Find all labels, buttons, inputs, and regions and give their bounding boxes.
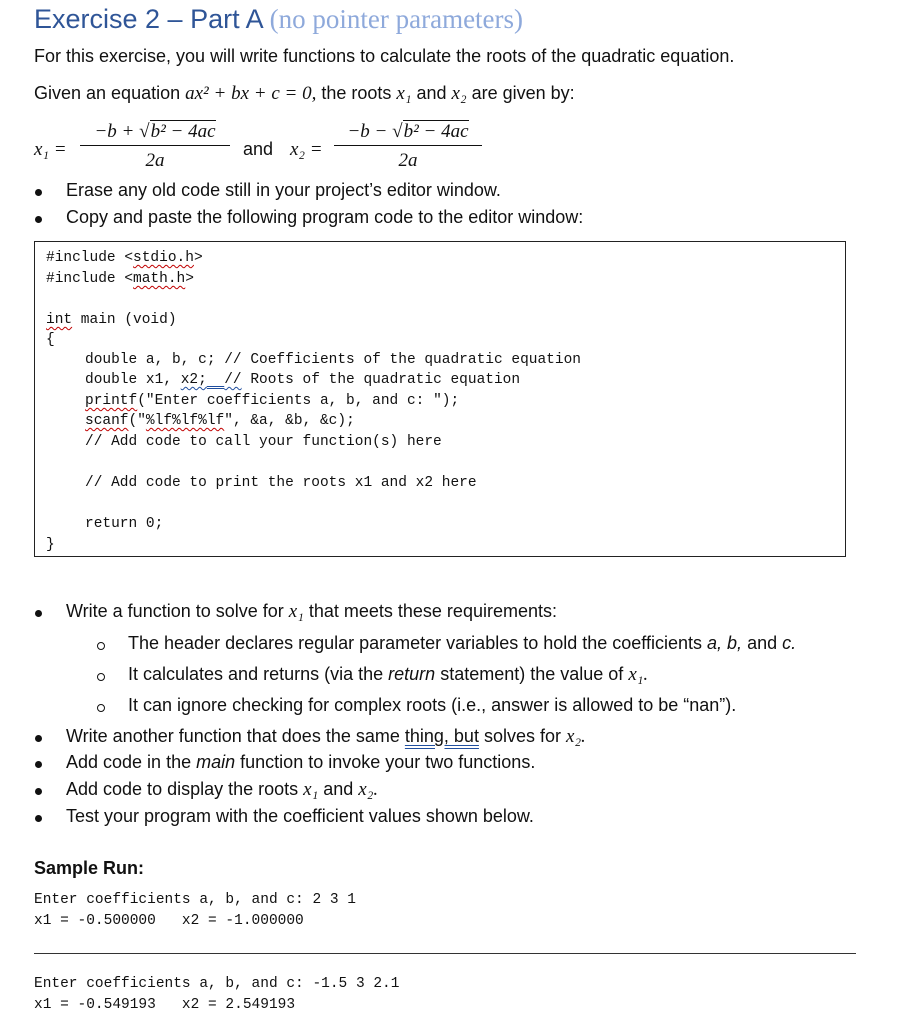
sub-bullet-icon xyxy=(97,642,105,650)
given-middle: the roots xyxy=(321,83,392,103)
bullet-icon xyxy=(35,216,42,223)
x1-numerator-a: −b + √ xyxy=(94,121,150,142)
intro-paragraph: For this exercise, you will write functions to calculate the roots of the quadratic equation. xyxy=(34,46,735,66)
spell-underline: scanf xyxy=(85,413,129,429)
req-another-function: Write another function that does the same thing, but solves for x₂. xyxy=(66,726,586,747)
x2-numerator xyxy=(334,121,482,146)
code-main-signature: int main (void) xyxy=(46,312,177,328)
x2-numerator-radicand: b² − 4ac xyxy=(403,121,469,142)
req-intro: Write a function to solve for x₁ that meets these requirements: xyxy=(66,601,557,622)
given-x2: x₂ xyxy=(451,83,467,104)
page-title xyxy=(34,4,523,35)
spell-underline: %lf%lf%lf xyxy=(145,413,225,429)
bullet-icon xyxy=(35,788,42,795)
code-line-printf: printf("Enter coefficients a, b, and c: "); xyxy=(85,393,460,409)
given-and: and xyxy=(416,83,447,103)
x1-denominator: 2a xyxy=(145,150,165,171)
req-display-roots: Add code to display the roots x₁ and x₂. xyxy=(66,779,379,800)
title-parenthetical: (no pointer parameters) xyxy=(269,4,524,34)
given-prefix: Given an equation xyxy=(34,83,181,103)
code-open-brace: { xyxy=(46,332,55,348)
given-suffix: are given by: xyxy=(471,83,575,103)
x1-numerator xyxy=(80,121,230,146)
code-line-scanf: scanf("%lf%lf%lf", &a, &b, &c); xyxy=(85,413,355,429)
sample-run1-input: Enter coefficients a, b, and c: 2 3 1 xyxy=(34,892,356,908)
grammar-underline: thing, but xyxy=(404,726,479,746)
x1-numerator-radicand: b² − 4ac xyxy=(150,121,216,142)
divider xyxy=(34,953,856,954)
spell-underline: stdio.h xyxy=(133,250,194,266)
x2-fraction xyxy=(334,121,482,172)
code-close-brace: } xyxy=(46,537,55,553)
code-include-stdio: #include <stdio.h> xyxy=(46,250,203,266)
req-sub-header: The header declares regular parameter variables to hold the coefficients a, b, and c. xyxy=(128,633,797,653)
bullet-icon xyxy=(35,189,42,196)
sample-run2-input: Enter coefficients a, b, and c: -1.5 3 2.1 xyxy=(34,976,400,992)
sample-run1-output: x1 = -0.500000 x2 = -1.000000 xyxy=(34,913,304,929)
code-return: return 0; xyxy=(85,516,164,532)
x2-label: x₂ = xyxy=(290,139,323,160)
sample-heading: Sample Run: xyxy=(34,858,145,878)
spell-underline: printf xyxy=(85,393,138,409)
given-x1: x₁ xyxy=(396,83,412,104)
grammar-underline: // xyxy=(224,372,242,388)
sample-run2-output: x1 = -0.549193 x2 = 2.549193 xyxy=(34,997,296,1013)
code-include-math: #include <math.h> xyxy=(46,271,194,287)
req-sub-complex: It can ignore checking for complex roots (i.e., answer is allowed to be “nan”). xyxy=(128,695,737,715)
code-line-declare-roots: double x1, x2; // Roots of the quadratic equation xyxy=(85,372,521,388)
bullet-copy: Copy and paste the following program code to the editor window: xyxy=(66,207,584,227)
x2-numerator-a: −b − √ xyxy=(347,121,403,142)
bullet-icon xyxy=(35,610,42,617)
bullet-icon xyxy=(35,735,42,742)
code-line-declare-coeffs: double a, b, c; // Coefficients of the quadratic equation xyxy=(85,352,581,368)
given-equation: ax² + bx + c = 0, xyxy=(185,83,317,104)
bullet-erase: Erase any old code still in your project’s editor window. xyxy=(66,180,501,200)
grammar-underline xyxy=(207,372,224,388)
x1-label: x₁ = xyxy=(34,139,67,160)
code-comment-print: // Add code to print the roots x1 and x2 here xyxy=(85,475,477,491)
title-main: Exercise 2 – Part A xyxy=(34,4,263,34)
code-comment-call: // Add code to call your function(s) here xyxy=(85,434,442,450)
x1-fraction xyxy=(80,121,230,172)
req-main-invoke: Add code in the main function to invoke your two functions. xyxy=(66,752,536,772)
bullet-icon xyxy=(35,761,42,768)
grammar-underline: x2; xyxy=(180,372,207,388)
formula-connector: and xyxy=(243,139,274,159)
req-sub-returns: It calculates and returns (via the return statement) the value of x₁. xyxy=(128,664,649,685)
spell-underline: int xyxy=(46,312,73,328)
bullet-icon xyxy=(35,815,42,822)
spell-underline: math.h xyxy=(133,271,186,287)
req-test: Test your program with the coefficient values shown below. xyxy=(66,806,534,826)
x2-denominator: 2a xyxy=(398,150,418,171)
sub-bullet-icon xyxy=(97,704,105,712)
sub-bullet-icon xyxy=(97,673,105,681)
given-paragraph xyxy=(34,83,575,105)
